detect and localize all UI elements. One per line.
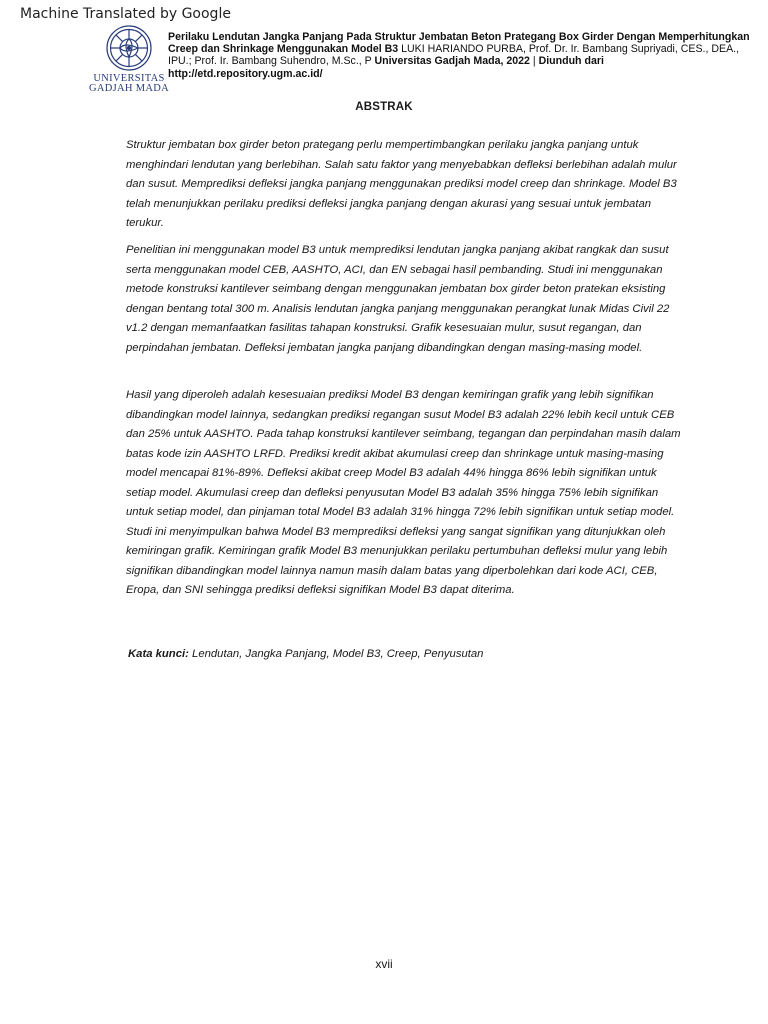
abstract-heading: ABSTRAK [355, 101, 413, 113]
citation-download-source: Diunduh dari http://etd.repository.ugm.ac.id/ [168, 55, 604, 80]
citation-title: Perilaku Lendutan Jangka Panjang Pada Struktur Jembatan Beton Prategang Box Girder Dengan Memperhitungkan Creep dan Shrinkage Menggunakan Model B3 [168, 31, 750, 56]
abstract-paragraph-1: Struktur jembatan box girder beton prategang perlu mempertimbangkan perilaku jangka panjang untuk menghindari lendutan yang berlebihan. Salah satu faktor yang menyebabkan defleksi berlebihan adalah mulur dan susut. Memprediksi defleksi jangka panjang menggunakan prediksi model creep dan shrinkage. Model B3 telah menunjukkan perilaku prediksi defleksi jangka panjang dengan akurasi yang sesuai untuk jembatan terukur. [126, 139, 677, 229]
logo-text-universitas: UNIVERSITAS [93, 73, 165, 84]
ugm-emblem-icon [105, 24, 153, 72]
keywords-label: Kata kunci: [128, 648, 189, 660]
machine-translated-banner: Machine Translated by Google [20, 6, 231, 22]
abstract-paragraph-2: Penelitian ini menggunakan model B3 untuk memprediksi lendutan jangka panjang akibat rangkak dan susut serta menggunakan model CEB, AASHTO, ACI, dan EN sebagai hasil pembanding. Studi ini menggunakan metode konstruksi kantilever seimbang dengan menggunakan jembatan box girder beton pratekan eksisting dengan bentang total 300 m. Analisis lendutan jangka panjang menggunakan perangkat lunak Midas Civil 22 v1.2 dengan memanfaatkan fasilitas tahapan konstruksi. Grafik kesesuaian mulur, susut regangan, dan perpindahan jembatan. Defleksi jembatan jangka panjang dibandingkan dengan masing-masing model. [126, 244, 670, 354]
keywords-line [128, 648, 688, 660]
page-number: xvii [375, 957, 393, 971]
abstract-paragraph-3: Hasil yang diperoleh adalah kesesuaian prediksi Model B3 dengan kemiringan grafik yang lebih signifikan dibandingkan model lainnya, sedangkan prediksi regangan susut Model B3 adalah 22% lebih kecil untuk CEB dan 25% untuk AASHTO. Pada tahap konstruksi kantilever seimbang, tegangan dan perpindahan masih dalam batas kode izin AASHTO LRFD. Prediksi kredit akibat akumulasi creep dan shrinkage untuk masing-masing model mencapai 81%-89%. Defleksi akibat creep Model B3 adalah 44% hingga 86% lebih signifikan untuk setiap model. Akumulasi creep dan defleksi penyusutan Model B3 adalah 35% hingga 75% lebih signifikan untuk setiap model, dan pinjaman total Model B3 adalah 31% hingga 72% lebih signifikan untuk setiap model. Studi ini menyimpulkan bahwa Model B3 memprediksi defleksi yang sangat signifikan yang ditunjukkan oleh kemiringan grafik. Kemiringan grafik Model B3 menunjukkan perilaku pertumbuhan defleksi mulur yang lebih signifikan dibandingkan model lainnya namun masih dalam batas yang diperbolehkan dari kode ACI, CEB, Eropa, dan SNI sehingga prediksi defleksi signifikan Model B3 dapat diterima. [126, 389, 681, 596]
citation-separator: | [529, 55, 539, 68]
logo-text-gadjah-mada: GADJAH MADA [88, 83, 169, 94]
keywords-value: Lendutan, Jangka Panjang, Model B3, Creep, Penyusutan [188, 648, 484, 660]
citation-header [168, 31, 758, 80]
citation-authors: LUKI HARIANDO PURBA, Prof. Dr. Ir. Bambang Supriyadi, CES., DEA., IPU.; Prof. Ir. Bambang Suhendro, M.Sc., P [168, 43, 740, 68]
citation-university: Universitas Gadjah Mada, 2022 [374, 55, 530, 68]
university-logo [88, 24, 170, 96]
